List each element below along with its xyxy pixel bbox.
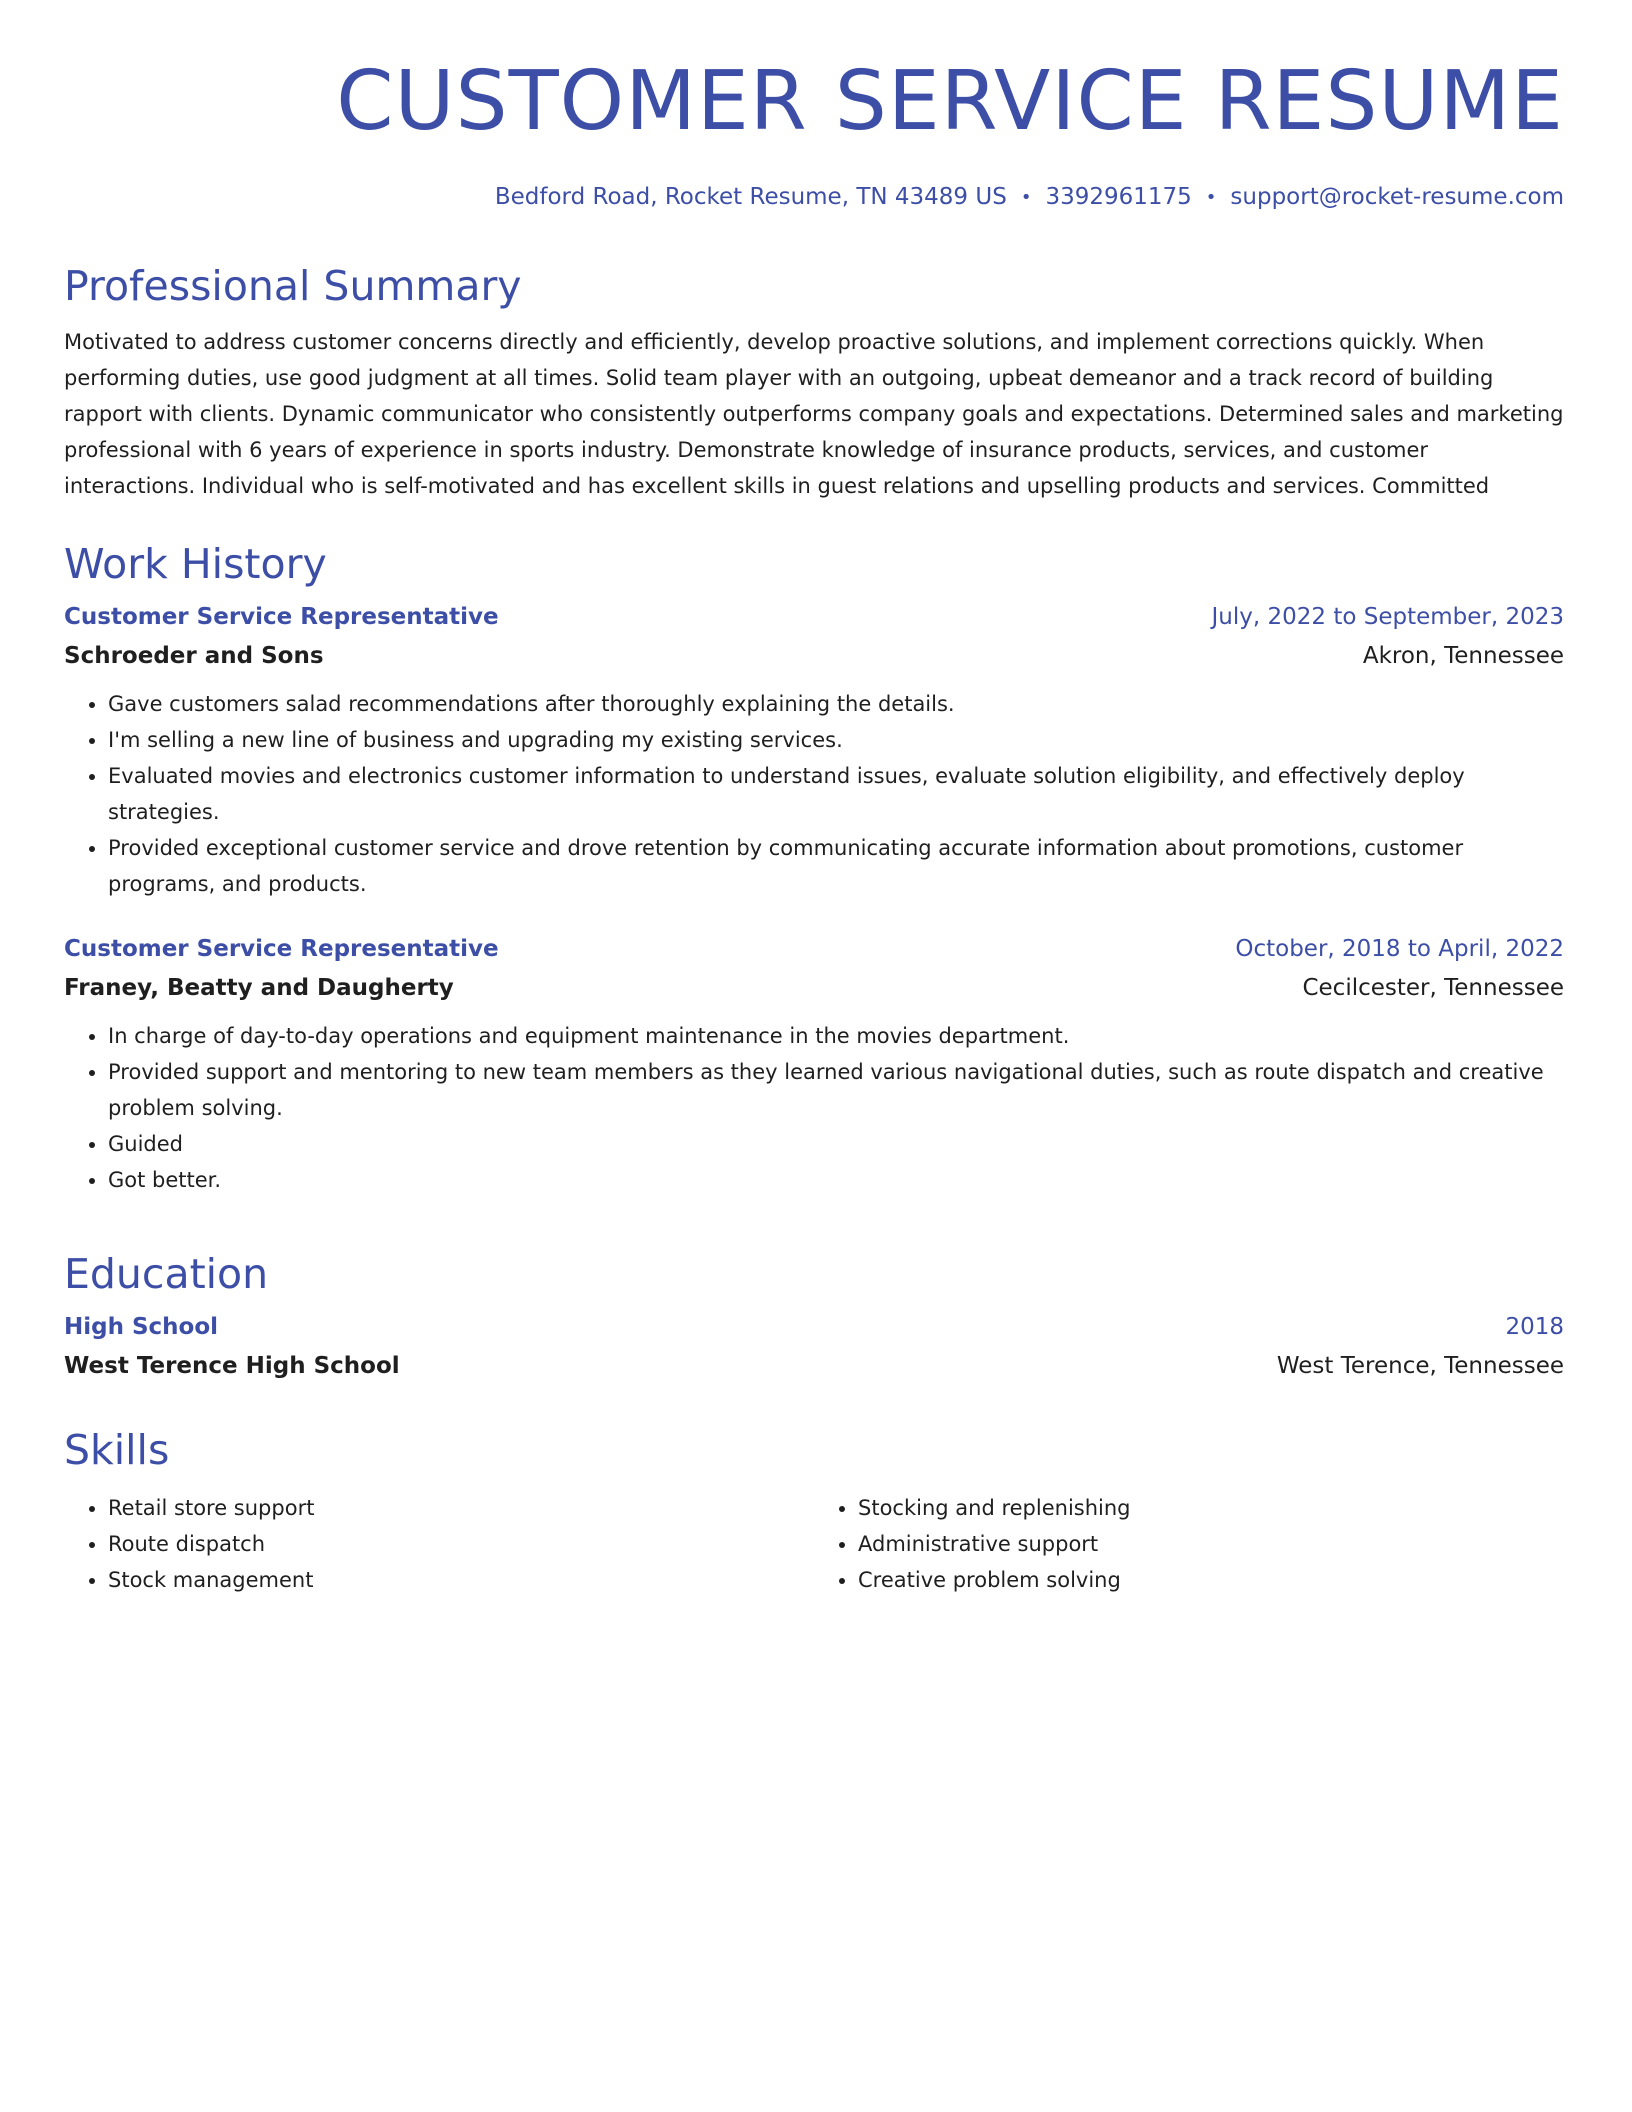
job-duty-item: • Guided bbox=[108, 1126, 1564, 1162]
job-location: Akron, Tennessee bbox=[1362, 643, 1564, 669]
education-year: 2018 bbox=[1505, 1314, 1564, 1340]
skills-heading: Skills bbox=[64, 1426, 170, 1474]
skills-list-right bbox=[814, 1490, 1564, 1598]
skill-item: • Stocking and replenishing bbox=[858, 1490, 1564, 1526]
resume-name-heading: CUSTOMER SERVICE RESUME bbox=[336, 54, 1564, 149]
job-header-row bbox=[64, 930, 1564, 968]
skill-item: • Retail store support bbox=[108, 1490, 814, 1526]
contact-address: Bedford Road, Rocket Resume, TN 43489 US bbox=[494, 184, 1007, 210]
contact-separator: • bbox=[1020, 186, 1032, 208]
job-employer: Franey, Beatty and Daugherty bbox=[64, 975, 454, 1001]
contact-separator: • bbox=[1205, 186, 1217, 208]
job-employer: Schroeder and Sons bbox=[64, 643, 324, 669]
education-section bbox=[64, 1246, 1564, 1386]
job-duties-list bbox=[64, 686, 1564, 902]
job-employer-row bbox=[64, 636, 1564, 676]
job-entry bbox=[64, 930, 1564, 1198]
job-duty-item: • Gave customers salad recommendations after thoroughly explaining the details. bbox=[108, 686, 1564, 722]
skills-section bbox=[64, 1422, 1564, 1598]
education-school: West Terence High School bbox=[64, 1353, 400, 1379]
skill-item: • Creative problem solving bbox=[858, 1562, 1564, 1598]
job-employer-row bbox=[64, 968, 1564, 1008]
summary-text: Motivated to address customer concerns directly and efficiently, develop proactive solutions, and implement corrections quickly. When performing duties, use good judgment at all times. Solid team player with an outgoing, upbeat demeanor and a track record of building rapport with clients. Dynamic communicator who consistently outperforms company goals and expectations. Determined sales and marketing professional with 6 years of experience in sports industry. Demonstrate knowledge of insurance products, services, and customer interactions. Individual who is self-motivated and has excellent skills in guest relations and upselling products and services. Committed bbox=[64, 330, 1564, 498]
work-history-section bbox=[64, 536, 1564, 1198]
contact-line bbox=[495, 180, 1564, 215]
skills-list-left bbox=[64, 1490, 814, 1598]
job-duty-item: • Got better. bbox=[108, 1162, 1564, 1198]
job-duty-item: • Provided exceptional customer service and drove retention by communicating accurate information about promotions, customer programs, and products. bbox=[108, 830, 1564, 902]
education-degree: High School bbox=[64, 1314, 219, 1340]
job-dates: October, 2018 to April, 2022 bbox=[1235, 936, 1564, 962]
job-duty-item: • In charge of day-to-day operations and equipment maintenance in the movies department. bbox=[108, 1018, 1564, 1054]
summary-section bbox=[64, 258, 1564, 504]
summary-heading: Professional Summary bbox=[64, 262, 522, 310]
contact-email[interactable]: support@rocket-resume.com bbox=[1230, 184, 1564, 210]
education-header-row bbox=[64, 1308, 1564, 1346]
skill-item: • Administrative support bbox=[858, 1526, 1564, 1562]
job-entry bbox=[64, 598, 1564, 902]
job-duty-item: • Provided support and mentoring to new team members as they learned various navigational duties, such as route dispatch and creative problem solving. bbox=[108, 1054, 1564, 1126]
skills-columns bbox=[64, 1490, 1564, 1598]
job-title: Customer Service Representative bbox=[64, 936, 499, 962]
job-location: Cecilcester, Tennessee bbox=[1302, 975, 1564, 1001]
job-header-row bbox=[64, 598, 1564, 636]
work-history-heading: Work History bbox=[64, 540, 327, 588]
job-dates: July, 2022 to September, 2023 bbox=[1211, 604, 1564, 630]
job-duty-item: • I'm selling a new line of business and upgrading my existing services. bbox=[108, 722, 1564, 758]
job-duties-list bbox=[64, 1018, 1564, 1198]
education-school-row bbox=[64, 1346, 1564, 1386]
skill-item: • Route dispatch bbox=[108, 1526, 814, 1562]
job-duty-item: • Evaluated movies and electronics customer information to understand issues, evaluate solution eligibility, and effectively deploy strategies. bbox=[108, 758, 1564, 830]
skill-item: • Stock management bbox=[108, 1562, 814, 1598]
education-heading: Education bbox=[64, 1250, 269, 1298]
job-title: Customer Service Representative bbox=[64, 604, 499, 630]
contact-phone: 3392961175 bbox=[1045, 184, 1192, 210]
education-location: West Terence, Tennessee bbox=[1276, 1353, 1564, 1379]
